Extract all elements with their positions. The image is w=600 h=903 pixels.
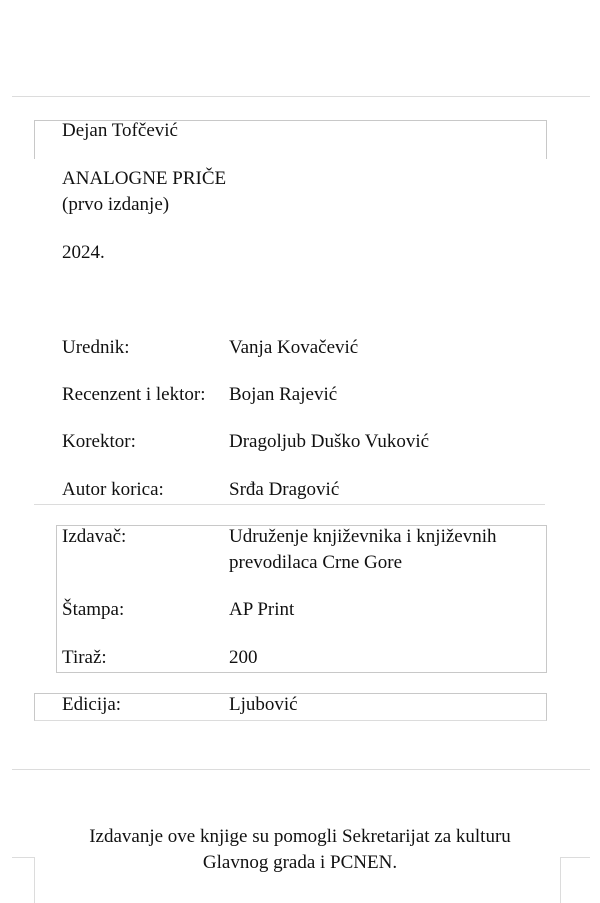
reviewer-label: Recenzent i lektor: <box>62 384 206 405</box>
author-name: Dejan Tofčević <box>62 120 178 141</box>
print-value: AP Print <box>229 599 295 620</box>
edition-note: (prvo izdanje) <box>62 194 170 215</box>
proofreader-value: Dragoljub Duško Vuković <box>229 431 430 452</box>
publication-year: 2024. <box>62 242 105 263</box>
series-value: Ljubović <box>229 694 298 715</box>
lower-rule <box>12 769 590 770</box>
support-note <box>0 824 600 876</box>
cover-author-value: Srđa Dragović <box>229 479 340 500</box>
top-rule <box>12 96 590 97</box>
cover-author-label: Autor korica: <box>62 479 164 500</box>
print-run-value: 200 <box>229 647 258 668</box>
print-run-label: Tiraž: <box>62 647 107 668</box>
reviewer-value: Bojan Rajević <box>229 384 338 405</box>
proofreader-label: Korektor: <box>62 431 136 452</box>
print-label: Štampa: <box>62 599 125 620</box>
editor-value: Vanja Kovačević <box>229 337 359 358</box>
editor-label: Urednik: <box>62 337 130 358</box>
credits-divider <box>34 504 545 505</box>
series-label: Edicija: <box>62 694 122 715</box>
publisher-value-line2: prevodilaca Crne Gore <box>229 552 403 573</box>
publisher-label: Izdavač: <box>62 526 127 547</box>
support-note-line1: Izdavanje ove knjige su pomogli Sekretarijat za kulturu <box>89 826 511 847</box>
book-title: ANALOGNE PRIČE <box>62 168 227 189</box>
publisher-value-line1: Udruženje književnika i književnih <box>229 526 497 547</box>
support-note-line2: Glavnog grada i PCNEN. <box>202 852 398 873</box>
